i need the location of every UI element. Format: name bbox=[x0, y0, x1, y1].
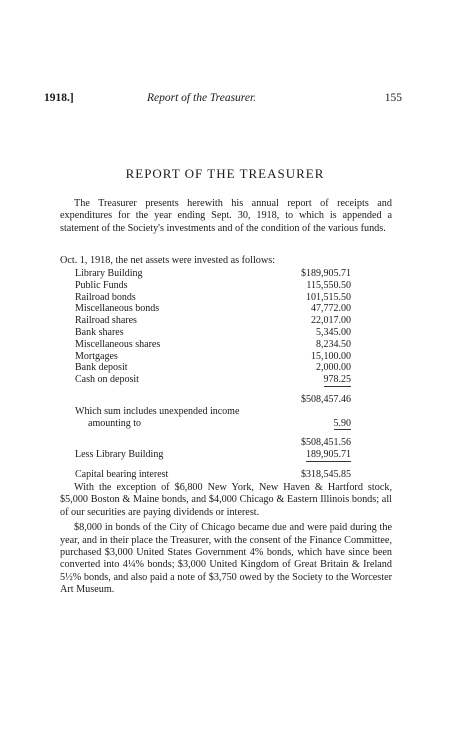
ledger-spacer bbox=[75, 386, 351, 394]
ledger-label: Railroad bonds bbox=[75, 291, 136, 303]
ledger-label: Bank shares bbox=[75, 326, 124, 338]
ledger-amount: 101,515.50 bbox=[306, 291, 351, 303]
note-paragraph-1: With the exception of $6,800 New York, New Haven & Hartford stock, $5,000 Boston & Maine bonds, and $4,000 Chicago & Eastern Illinois bonds; all of our securities are paying dividends or interest. bbox=[60, 482, 392, 518]
ledger-total: $508,457.46 bbox=[301, 393, 351, 405]
capital-row bbox=[75, 469, 351, 481]
subtotal-amount: $508,451.56 bbox=[301, 437, 351, 449]
less-label: Less Library Building bbox=[75, 449, 164, 461]
unexpended-label-line1: Which sum includes unexpended income bbox=[75, 405, 240, 417]
running-head-title: Report of the Treasurer. bbox=[147, 92, 257, 104]
ledger-label: Miscellaneous shares bbox=[75, 338, 161, 350]
ledger-amount: $189,905.71 bbox=[301, 268, 351, 279]
ledger-amount: 15,100.00 bbox=[311, 350, 351, 362]
page-title: REPORT OF THE TREASURER bbox=[125, 166, 325, 181]
less-amount: 189,905.71 bbox=[306, 449, 351, 461]
ledger-row bbox=[75, 339, 351, 351]
ledger-label: Bank deposit bbox=[75, 362, 128, 374]
intro-text: The Treasurer presents herewith his annual report of receipts and expenditures for the year ending Sept. 30, 1918, to which is appended a statement of the Society's investments and of the condition of the various funds. bbox=[60, 198, 392, 234]
less-row bbox=[75, 449, 351, 461]
ledger-label: Library Building bbox=[75, 268, 143, 279]
ledger-spacer bbox=[75, 429, 351, 437]
unexpended-label-line2: amounting to bbox=[88, 417, 142, 429]
notes-section bbox=[60, 482, 392, 597]
ledger-total-row bbox=[75, 394, 351, 406]
ledger-label: Railroad shares bbox=[75, 315, 137, 327]
note-paragraph-2: $8,000 in bonds of the City of Chicago became due and were paid during the year, and in their place the Treasurer, with the consent of the Finance Committee, purchased $3,000 United States Government 4% bonds, which have since been converted into 4¼% bonds; $3,000 United Kingdom of Great Britain & Ireland 5½% bonds, and also paid a note of $3,750 owed by the Society to the Worcester Art Museum. bbox=[60, 522, 392, 596]
unexpended-row bbox=[75, 406, 351, 418]
ledger-amount: 47,772.00 bbox=[311, 303, 351, 315]
ledger-row bbox=[75, 303, 351, 315]
running-head bbox=[44, 92, 402, 108]
ledger-row bbox=[75, 315, 351, 327]
ledger-label: Mortgages bbox=[75, 350, 118, 362]
capital-amount: $318,545.85 bbox=[301, 468, 351, 480]
running-head-year: 1918.] bbox=[44, 92, 74, 104]
ledger-row bbox=[75, 374, 351, 386]
ledger-row bbox=[75, 327, 351, 339]
unexpended-amount: 5.90 bbox=[333, 417, 351, 429]
page-number: 155 bbox=[384, 92, 402, 104]
ledger-row bbox=[75, 292, 351, 304]
ledger-row bbox=[75, 351, 351, 363]
ledger-row bbox=[75, 362, 351, 374]
ledger-row bbox=[75, 268, 351, 280]
ledger-label: Cash on deposit bbox=[75, 374, 139, 386]
ledger-label: Public Funds bbox=[75, 279, 128, 291]
assets-ledger bbox=[75, 268, 351, 481]
ledger-spacer bbox=[75, 461, 351, 469]
capital-label: Capital bearing interest bbox=[75, 468, 169, 480]
ledger-amount: 2,000.00 bbox=[316, 362, 351, 374]
ledger-amount: 115,550.50 bbox=[306, 279, 351, 291]
assets-intro: Oct. 1, 1918, the net assets were invested as follows: bbox=[60, 255, 276, 266]
unexpended-row bbox=[75, 418, 351, 430]
ledger-amount: 8,234.50 bbox=[316, 338, 351, 350]
ledger-amount: 978.25 bbox=[323, 374, 351, 386]
intro-paragraph bbox=[60, 198, 392, 235]
ledger-row bbox=[75, 280, 351, 292]
ledger-amount: 5,345.00 bbox=[316, 326, 351, 338]
ledger-label: Miscellaneous bonds bbox=[75, 303, 160, 315]
subtotal-row bbox=[75, 437, 351, 449]
ledger-amount: 22,017.00 bbox=[311, 315, 351, 327]
